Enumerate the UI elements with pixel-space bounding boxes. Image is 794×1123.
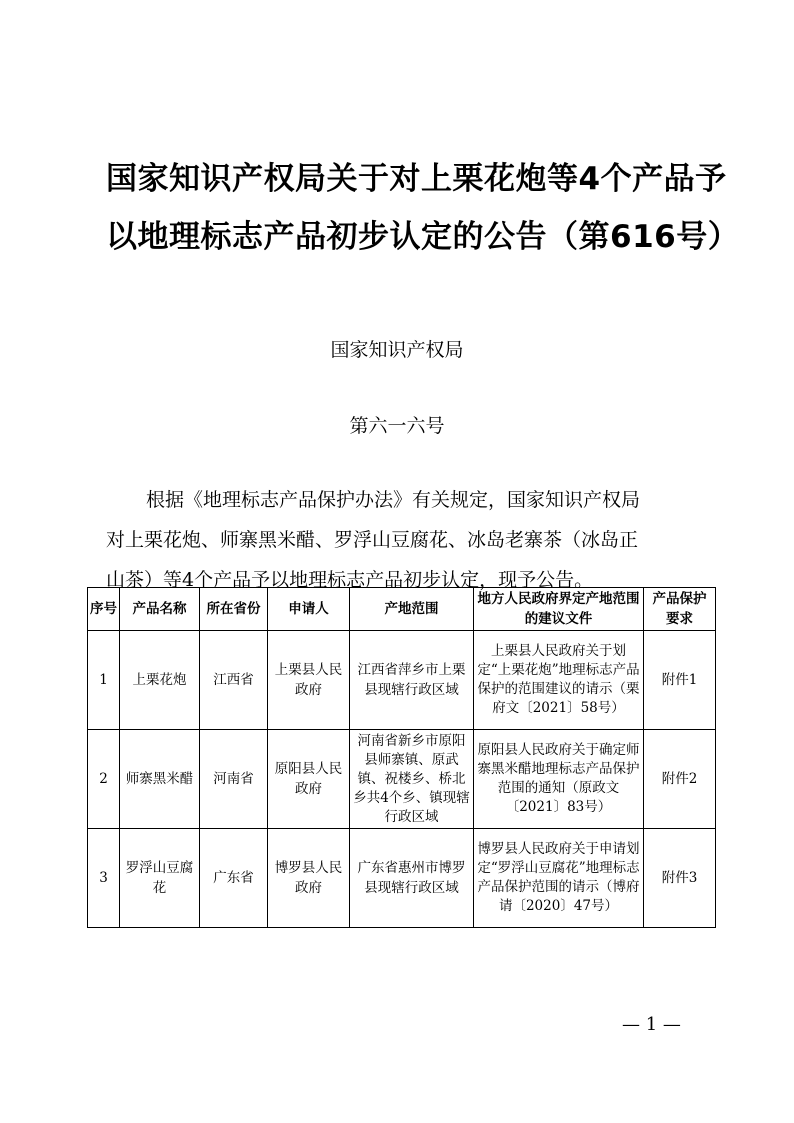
table-row (88, 730, 716, 829)
header-no: 序号 (88, 588, 120, 631)
product-table (87, 587, 716, 928)
cell-applicant: 原阳县人民政府 (268, 730, 350, 829)
cell-product: 师寨黑米醋 (120, 730, 200, 829)
header-document: 地方人民政府界定产地范围的建议文件 (474, 588, 644, 631)
header-applicant: 申请人 (268, 588, 350, 631)
cell-product: 罗浮山豆腐花 (120, 829, 200, 928)
cell-area: 河南省新乡市原阳县师寨镇、原武镇、祝楼乡、桥北乡共4个乡、镇现辖行政区域 (350, 730, 474, 829)
cell-no: 1 (88, 631, 120, 730)
table-header-row (88, 588, 716, 631)
cell-province: 河南省 (200, 730, 268, 829)
header-area: 产地范围 (350, 588, 474, 631)
header-province: 所在省份 (200, 588, 268, 631)
cell-document: 博罗县人民政府关于申请划定“罗浮山豆腐花”地理标志产品保护范围的请示（博府请〔2020〕47号） (474, 829, 644, 928)
cell-province: 广东省 (200, 829, 268, 928)
cell-document: 上栗县人民政府关于划定“上栗花炮”地理标志产品保护的范围建议的请示（栗府文〔2021〕58号） (474, 631, 644, 730)
body-line-1: 根据《地理标志产品保护办法》有关规定，国家知识产权局 (146, 489, 641, 511)
cell-requirement: 附件1 (644, 631, 716, 730)
cell-no: 2 (88, 730, 120, 829)
body-line-3: 山茶）等4个产品予以地理标志产品初步认定，现予公告。 (106, 569, 594, 591)
document-title (106, 150, 740, 266)
cell-requirement: 附件2 (644, 730, 716, 829)
title-line-1: 国家知识产权局关于对上栗花炮等4个产品予 (106, 161, 727, 197)
cell-no: 3 (88, 829, 120, 928)
issuer: 国家知识产权局 (330, 339, 464, 361)
table-row (88, 829, 716, 928)
cell-area: 江西省萍乡市上栗县现辖行政区域 (350, 631, 474, 730)
cell-applicant: 博罗县人民政府 (268, 829, 350, 928)
title-line-2: 以地理标志产品初步认定的公告（第616号） (106, 219, 740, 255)
cell-requirement: 附件3 (644, 829, 716, 928)
page-number: — 1 — (622, 1014, 681, 1035)
body-paragraph (106, 480, 696, 600)
cell-province: 江西省 (200, 631, 268, 730)
document-number: 第六一六号 (349, 415, 445, 437)
cell-applicant: 上栗县人民政府 (268, 631, 350, 730)
header-requirement: 产品保护要求 (644, 588, 716, 631)
table-row (88, 631, 716, 730)
cell-product: 上栗花炮 (120, 631, 200, 730)
cell-area: 广东省惠州市博罗县现辖行政区域 (350, 829, 474, 928)
header-product: 产品名称 (120, 588, 200, 631)
body-line-2: 对上栗花炮、师寨黑米醋、罗浮山豆腐花、冰岛老寨茶（冰岛正 (106, 529, 639, 551)
cell-document: 原阳县人民政府关于确定师寨黑米醋地理标志产品保护范围的通知（原政文〔2021〕83号） (474, 730, 644, 829)
